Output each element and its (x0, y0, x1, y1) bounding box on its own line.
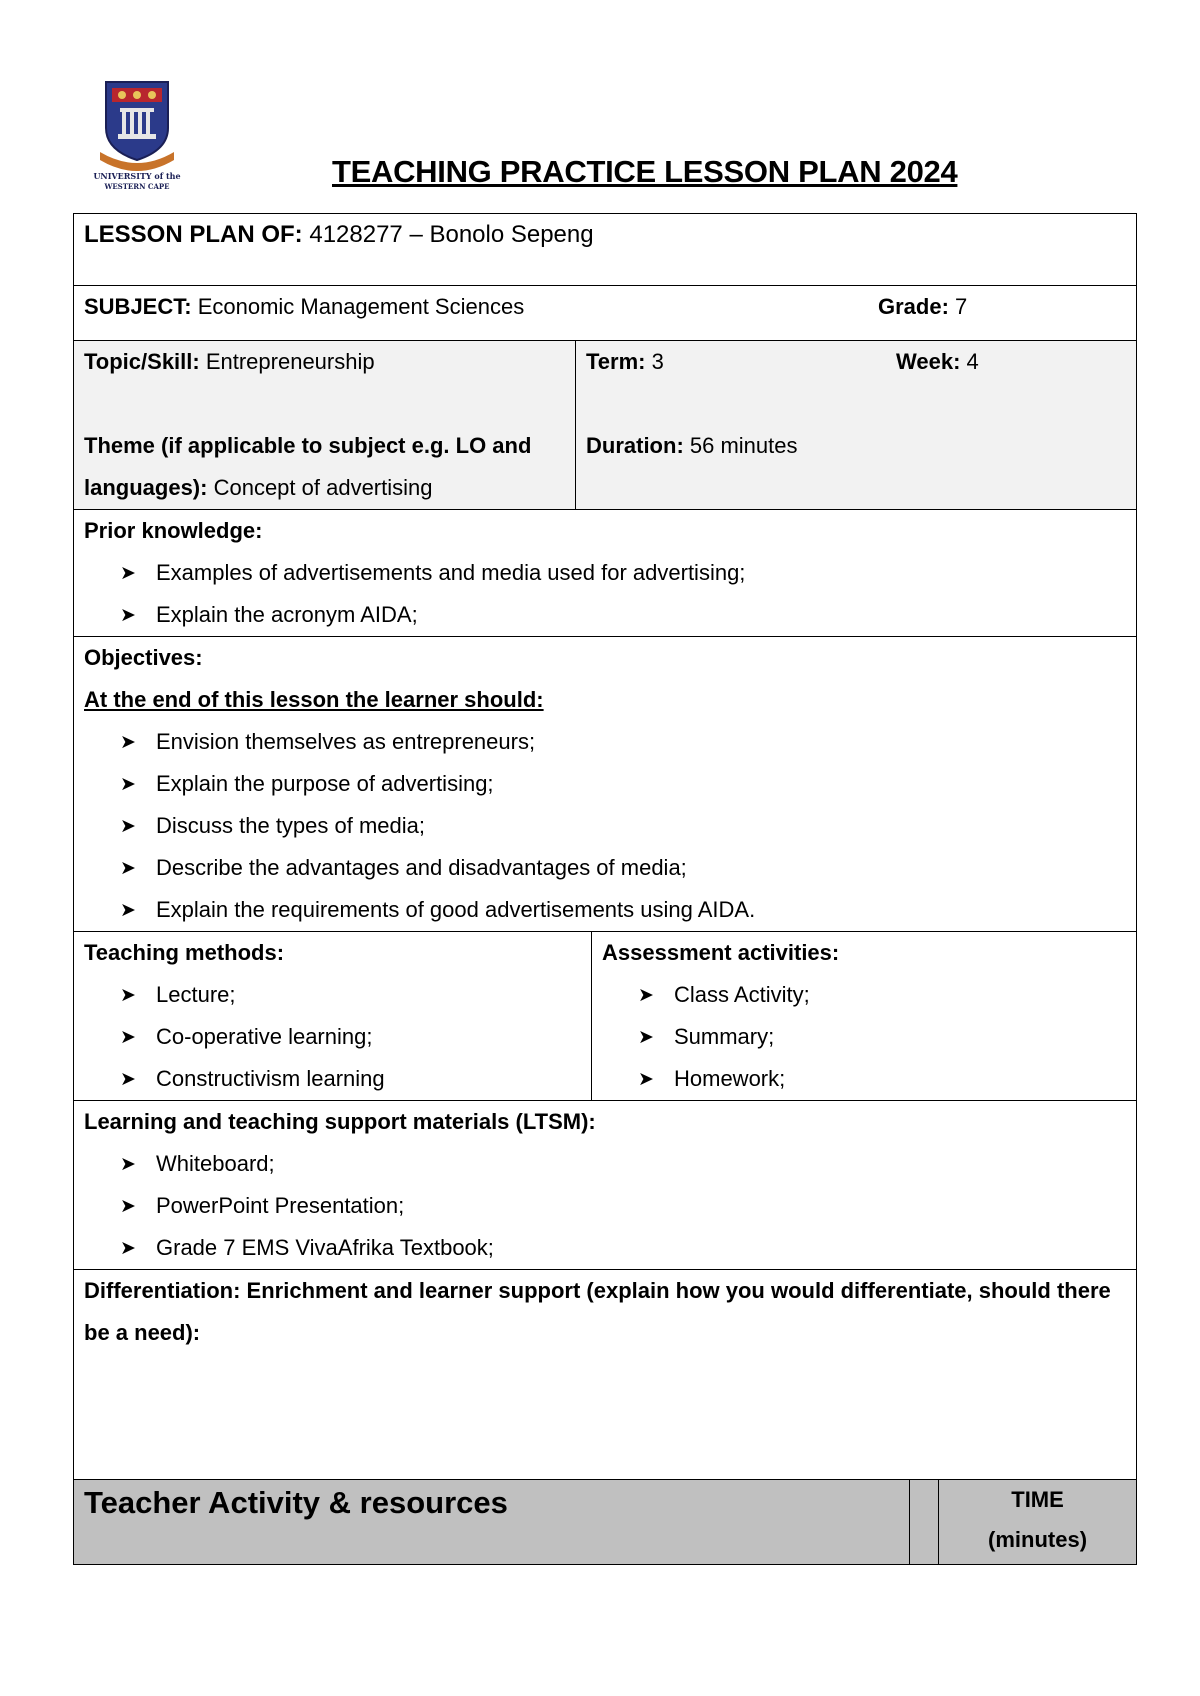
time-label: TIME (1011, 1487, 1064, 1512)
grade-field (878, 286, 967, 328)
list-item: ➤ Explain the purpose of advertising; (120, 763, 1126, 805)
ltsm-row (74, 1101, 1137, 1270)
list-item: ➤ Explain the acronym AIDA; (120, 594, 1126, 636)
prior-knowledge-row (74, 510, 1137, 637)
subject-value: Economic Management Sciences (191, 294, 525, 319)
theme-label: Theme (if applicable to subject e.g. LO and languages): (84, 433, 532, 500)
methods-assessment-row (74, 932, 1137, 1101)
assessment-list (602, 974, 1126, 1100)
term-field (586, 341, 1126, 425)
grade-value: 7 (948, 294, 968, 319)
list-item: ➤ Discuss the types of media; (120, 805, 1126, 847)
lesson-plan-of-row (74, 214, 1137, 286)
duration-field (586, 425, 1126, 467)
logo-text-line2: WESTERN CAPE (104, 182, 170, 191)
week-label: Week: (896, 349, 961, 374)
lesson-plan-of-label: LESSON PLAN OF: (84, 221, 303, 248)
term-value: 3 (645, 349, 664, 374)
theme-value: Concept of advertising (207, 475, 433, 500)
subject-label: SUBJECT: (84, 294, 192, 319)
week-field (896, 341, 979, 383)
teaching-methods-label: Teaching methods: (84, 940, 285, 965)
list-item: ➤ Co-operative learning; (120, 1016, 581, 1058)
list-item: ➤ Lecture; (120, 974, 581, 1016)
document-title: TEACHING PRACTICE LESSON PLAN 2024 (332, 154, 958, 189)
prior-knowledge-list (84, 552, 1126, 636)
list-item: ➤ Constructivism learning (120, 1058, 581, 1100)
list-item: ➤ Homework; (638, 1058, 1126, 1100)
teacher-activity-header-row (74, 1480, 1137, 1565)
subject-row (74, 286, 1137, 341)
prior-knowledge-label: Prior knowledge: (84, 518, 263, 543)
week-value: 4 (960, 349, 979, 374)
theme-field (84, 425, 565, 509)
list-item: ➤ PowerPoint Presentation; (120, 1185, 1126, 1227)
list-item: ➤ Whiteboard; (120, 1143, 1126, 1185)
time-unit-label: (minutes) (988, 1527, 1088, 1552)
list-item: ➤ Summary; (638, 1016, 1126, 1058)
list-item: ➤ Envision themselves as entrepreneurs; (120, 721, 1126, 763)
list-item: ➤ Class Activity; (638, 974, 1126, 1016)
topic-field (84, 341, 565, 425)
teaching-methods-list (84, 974, 581, 1100)
ltsm-label: Learning and teaching support materials (LTSM): (84, 1109, 596, 1134)
grade-label: Grade: (878, 294, 949, 319)
topic-label: Topic/Skill: (84, 349, 200, 374)
blank-cell (910, 1480, 939, 1565)
duration-label: Duration: (586, 433, 684, 458)
duration-value: 56 minutes (683, 433, 798, 458)
differentiation-label: Differentiation: Enrichment and learner support (explain how you would differentiate, should there be a need): (84, 1278, 1111, 1345)
objectives-label: Objectives: (84, 645, 203, 670)
term-label: Term: (586, 349, 646, 374)
topic-term-row (74, 341, 1137, 510)
topic-value: Entrepreneurship (199, 349, 375, 374)
list-item: ➤ Explain the requirements of good advertisements using AIDA. (120, 889, 1126, 931)
list-item: ➤ Grade 7 EMS VivaAfrika Textbook; (120, 1227, 1126, 1269)
objectives-row (74, 637, 1137, 932)
lesson-plan-of-value: 4128277 – Bonolo Sepeng (302, 221, 594, 248)
objectives-intro: At the end of this lesson the learner should: (84, 687, 544, 712)
lesson-plan-table (73, 213, 1137, 1565)
logo-text-line1: UNIVERSITY of the (93, 171, 181, 181)
list-item: ➤ Describe the advantages and disadvantages of media; (120, 847, 1126, 889)
differentiation-row (74, 1270, 1137, 1480)
ltsm-list (84, 1143, 1126, 1269)
time-header (939, 1480, 1137, 1565)
university-crest-logo (92, 78, 182, 193)
assessment-label: Assessment activities: (602, 940, 840, 965)
list-item: ➤ Examples of advertisements and media used for advertising; (120, 552, 1126, 594)
objectives-list (84, 721, 1126, 931)
teacher-activity-label: Teacher Activity & resources (74, 1480, 910, 1565)
